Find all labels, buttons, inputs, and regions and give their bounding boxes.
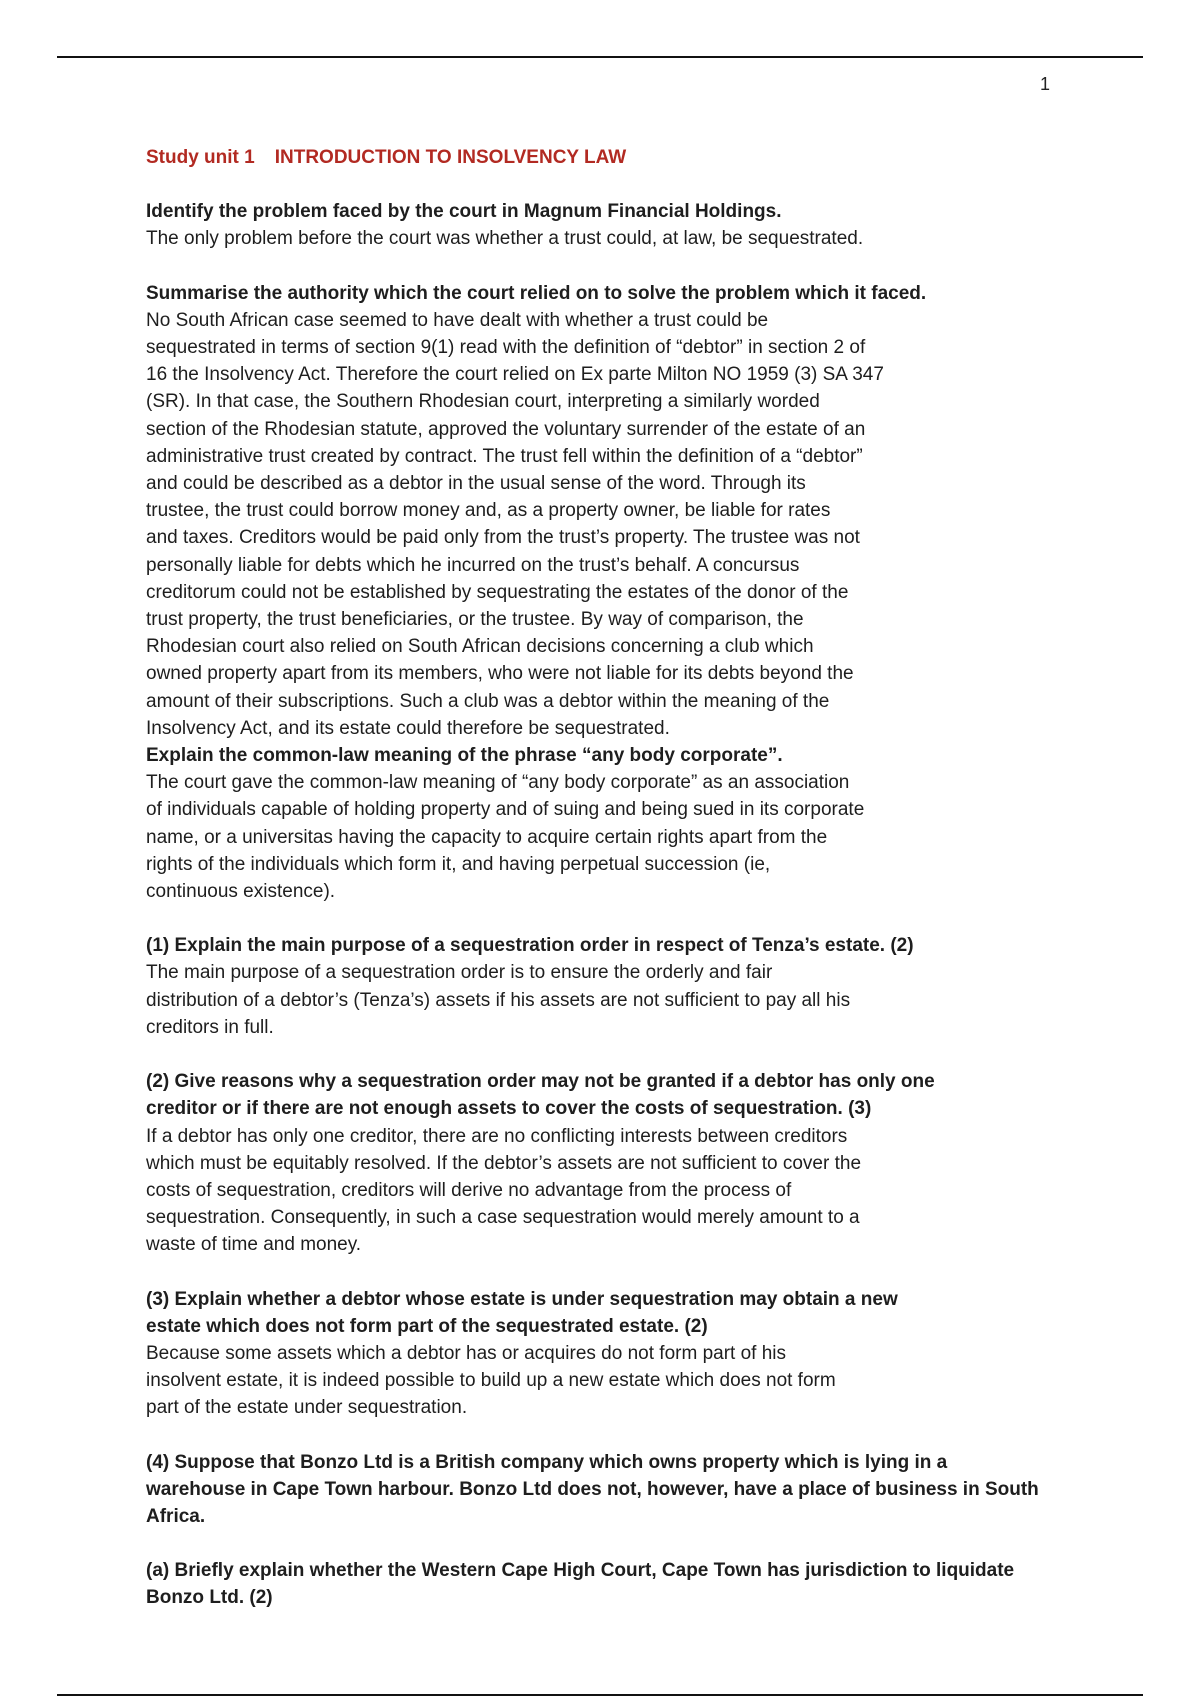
- qa-section-question-4: [146, 1449, 1066, 1531]
- footer-rule: [57, 1694, 1143, 1696]
- answer-paragraph: The court gave the common-law meaning of “any body corporate” as an association of individuals capable of holding property and of suing and being sued in its corporate name, or a universitas having the capacity to acquire certain rights apart from the rights of the individuals which form it, and having perpetual succession (ie, continuous existence).: [146, 772, 865, 903]
- study-unit-heading: [146, 144, 1066, 171]
- page-number: 1: [1040, 74, 1051, 94]
- answer-paragraph: The main purpose of a sequestration order is to ensure the orderly and fair distribution of a debtor’s (Tenza’s) assets if his assets are not sufficient to pay all his creditors in full.: [146, 962, 851, 1038]
- qa-section-question-4a: [146, 1557, 1066, 1611]
- question-heading: (1) Explain the main purpose of a sequestration order in respect of Tenza’s estate. (2): [146, 935, 914, 957]
- question-heading: (3) Explain whether a debtor whose estate is under sequestration may obtain a new estate which does not form part of the sequestrated estate. (2): [146, 1288, 898, 1337]
- qa-section-question-1: [146, 932, 1066, 1041]
- qa-section-body-corporate: [146, 742, 1066, 905]
- question-heading: (4) Suppose that Bonzo Ltd is a British company which owns property which is lying in a warehouse in Cape Town harbour. Bonzo Ltd does not, however, have a place of business in South Africa.: [146, 1451, 1039, 1527]
- qa-section-question-3: [146, 1286, 1066, 1422]
- answer-paragraph: If a debtor has only one creditor, there are no conflicting interests between creditors which must be equitably resolved. If the debtor’s assets are not sufficient to cover the costs of sequestration, creditors will derive no advantage from the process of sequestration. Consequently, in such a case sequestration would merely amount to a waste of time and money.: [146, 1125, 862, 1256]
- study-unit-title: INTRODUCTION TO INSOLVENCY LAW: [274, 147, 627, 168]
- study-unit-label: Study unit 1: [146, 147, 255, 168]
- question-heading: (2) Give reasons why a sequestration order may not be granted if a debtor has only one creditor or if there are not enough assets to cover the costs of sequestration. (3): [146, 1071, 935, 1120]
- answer-paragraph: No South African case seemed to have dealt with whether a trust could be sequestrated in terms of section 9(1) read with the definition of “debtor” in section 2 of 16 the Insolvency Act. Therefore the court relied on Ex parte Milton NO 1959 (3) SA 347 (SR). In that case, the Southern Rhodesian court, interpreting a similarly worded section of the Rhodesian statute, approved the voluntary surrender of the estate of an administrative trust created by contract. The trust fell within the definition of a “debtor” and could be described as a debtor in the usual sense of the word. Through its trustee, the trust could borrow money and, as a property owner, be liable for rates and taxes. Creditors would be paid only from the trust’s property. The trustee was not personally liable for debts which he incurred on the trust’s behalf. A concursus creditorum could not be established by sequestrating the estates of the donor of the trust property, the trust beneficiaries, or the trustee. By way of comparison, the Rhodesian court also relied on South African decisions concerning a club which owned property apart from its members, who were not liable for its debts beyond the amount of their subscriptions. Such a club was a debtor within the meaning of the Insolvency Act, and its estate could therefore be sequestrated.: [146, 309, 884, 739]
- question-heading: Explain the common-law meaning of the phrase “any body corporate”.: [146, 745, 783, 767]
- answer-paragraph: Because some assets which a debtor has or acquires do not form part of his insolvent estate, it is indeed possible to build up a new estate which does not form part of the estate under sequestration.: [146, 1342, 836, 1419]
- header-rule: [57, 56, 1143, 58]
- question-heading: Summarise the authority which the court relied on to solve the problem which it faced.: [146, 282, 927, 304]
- qa-section-magnum-problem: [146, 198, 1066, 252]
- qa-section-question-2: [146, 1068, 1066, 1258]
- answer-paragraph: The only problem before the court was whether a trust could, at law, be sequestrated.: [146, 228, 864, 250]
- question-heading: Identify the problem faced by the court in Magnum Financial Holdings.: [146, 201, 782, 223]
- document-body: [146, 144, 1066, 1612]
- question-heading: (a) Briefly explain whether the Western Cape High Court, Cape Town has jurisdiction to liquidate Bonzo Ltd. (2): [146, 1560, 1015, 1609]
- qa-section-court-authority: [146, 280, 1066, 742]
